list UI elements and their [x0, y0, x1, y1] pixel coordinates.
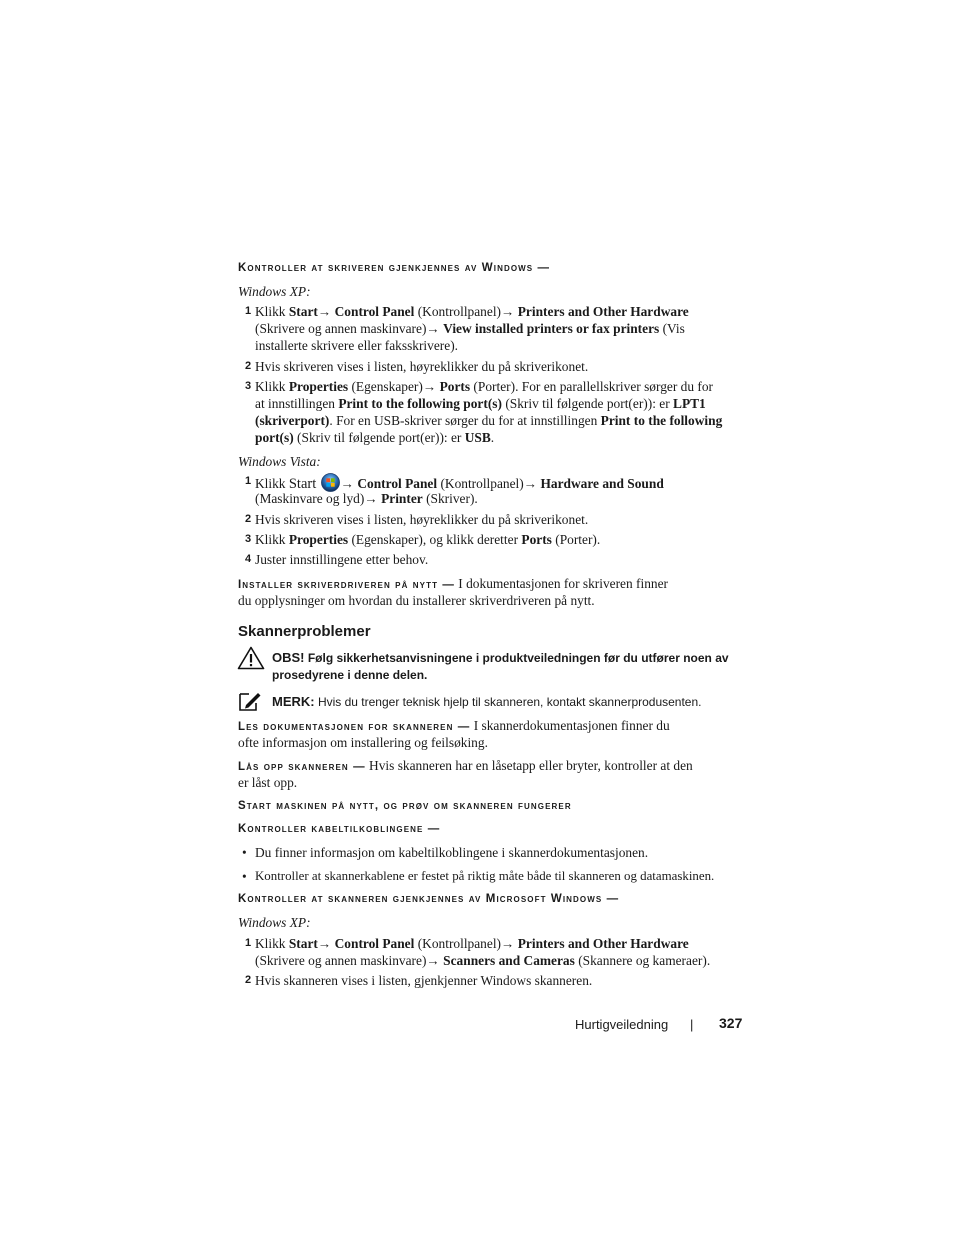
step-text-line	[255, 395, 706, 412]
step-number: 2	[245, 360, 252, 372]
caution-text: prosedyrene i denne delen.	[272, 668, 428, 682]
heading-cables: Kontroller kabeltilkoblingene —	[238, 823, 441, 835]
text-run: (Kontrollpanel)→	[437, 476, 541, 491]
text-run: (Skannere og kameraer).	[574, 953, 711, 968]
text-run: Klikk	[255, 476, 289, 491]
label-windows-vista: Windows Vista:	[238, 454, 321, 469]
step-text-line: Hvis skriveren vises i listen, høyreklikker du på skriverikonet.	[255, 512, 589, 527]
label-windows-xp: Windows XP:	[238, 915, 311, 930]
ui-term: Ports	[521, 532, 552, 547]
bullet-item: Kontroller at skannerkablene er festet på riktig måte både til skanneren og datamaskinen.	[255, 869, 715, 883]
ui-term: Print to the following port(s)	[338, 396, 502, 411]
ui-term: Printer	[381, 491, 423, 506]
text-run: .	[490, 430, 495, 445]
step-number: 4	[245, 553, 252, 565]
step-number: 3	[245, 380, 252, 392]
inline-heading: Installer skriverdriveren på nytt —	[238, 579, 455, 591]
ui-term: Print to the following	[600, 413, 723, 428]
text-run: →	[340, 476, 358, 491]
ui-term: Start	[288, 936, 318, 951]
step-text-line: Juster innstillingene etter behov.	[255, 552, 429, 567]
ui-term: Control Panel	[357, 476, 438, 491]
ui-term: Start	[288, 476, 317, 492]
ui-term: Printers and Other Hardware	[517, 936, 689, 951]
step-text-line	[255, 490, 478, 507]
ui-term: port(s)	[255, 430, 294, 445]
step-text-line	[255, 429, 494, 446]
step-text-line: Hvis skriveren vises i listen, høyreklikker du på skriverikonet.	[255, 359, 589, 374]
note-label: MERK:	[272, 694, 315, 709]
ui-term: View installed printers or fax printers	[443, 321, 660, 336]
text-run: (Kontrollpanel)→	[414, 936, 518, 951]
ui-term: Start	[288, 304, 318, 319]
step-text-line	[255, 320, 685, 337]
step-number: 3	[245, 533, 252, 545]
ui-term: Properties	[288, 379, 349, 394]
ui-term: USB	[464, 430, 491, 445]
paragraph-line: du opplysninger om hvordan du installerer skriverdriveren på nytt.	[238, 593, 595, 608]
text-run: →	[317, 304, 335, 319]
paragraph-line	[238, 757, 693, 776]
inline-heading: Lås opp skanneren —	[238, 761, 366, 773]
step-text-line	[255, 952, 710, 969]
text-run: Klikk	[255, 532, 289, 547]
text-run: (Kontrollpanel)→	[414, 304, 518, 319]
step-text-line	[255, 531, 600, 548]
text-run: (Egenskaper), og klikk deretter	[348, 532, 522, 547]
step-number: 2	[245, 513, 252, 525]
step-text-line	[255, 935, 689, 952]
text-run: →	[317, 936, 335, 951]
caution-label: OBS!	[272, 650, 305, 665]
ui-term: (skriverport)	[255, 413, 330, 428]
ui-term: Hardware and Sound	[540, 476, 664, 491]
text-run: Klikk	[255, 304, 289, 319]
step-text-line	[255, 412, 722, 429]
text-run: (Skrivere og annen maskinvare)→	[255, 953, 444, 968]
heading-scanner-recognized: Kontroller at skanneren gjenkjennes av Microsoft Windows —	[238, 893, 620, 905]
step-text-line	[255, 378, 713, 395]
step-text-line: Hvis skanneren vises i listen, gjenkjenner Windows skanneren.	[255, 973, 593, 988]
paragraph-line: ofte informasjon om installering og feilsøking.	[238, 735, 488, 750]
heading-restart: Start maskinen på nytt, og prøv om skanneren fungerer	[238, 800, 572, 812]
step-number: 2	[245, 974, 252, 986]
note-pencil-icon	[238, 690, 262, 717]
text-run: I dokumentasjonen for skriveren finner	[454, 576, 669, 591]
heading-printer-recognized: Kontroller at skriveren gjenkjennes av Windows —	[238, 262, 551, 274]
text-run: (Vis	[659, 321, 685, 336]
step-number: 1	[245, 305, 252, 317]
label-windows-xp: Windows XP:	[238, 284, 311, 299]
ui-term: Printers and Other Hardware	[517, 304, 689, 319]
text-run: (Skrivere og annen maskinvare)→	[255, 321, 444, 336]
ui-term: Control Panel	[334, 304, 415, 319]
paragraph-line: er låst opp.	[238, 775, 298, 790]
text-run: (Skriv til følgende port(er)): er	[293, 430, 465, 445]
inline-heading: Les dokumentasjonen for skanneren —	[238, 721, 471, 733]
text-run: . For en USB-skriver sørger du for at innstillingen	[329, 413, 601, 428]
ui-term: Ports	[439, 379, 471, 394]
text-run: (Porter).	[551, 532, 601, 547]
bullet-dot: •	[242, 869, 247, 884]
ui-term: Control Panel	[334, 936, 415, 951]
text-run: at innstillingen	[255, 396, 339, 411]
step-text-line: installerte skrivere eller faksskrivere).	[255, 338, 458, 353]
ui-term: Properties	[288, 532, 349, 547]
bullet-dot: •	[242, 845, 247, 860]
step-number: 1	[245, 475, 252, 487]
caution-text: Følg sikkerhetsanvisningene i produktveiledningen før du utfører noen av	[304, 651, 729, 665]
footer-separator: |	[690, 1017, 694, 1032]
ui-term: Scanners and Cameras	[443, 953, 575, 968]
text-run: Klikk	[255, 379, 289, 394]
page-number: 327	[719, 1015, 743, 1031]
text-run: Klikk	[255, 936, 289, 951]
note-text: Hvis du trenger teknisk hjelp til skanneren, kontakt skannerprodusenten.	[314, 695, 702, 709]
text-run: Hvis skanneren har en låsetapp eller bryter, kontroller at den	[365, 758, 693, 773]
text-run: (Skriv til følgende port(er)): er	[501, 396, 674, 411]
caution-line	[272, 649, 729, 667]
step-number: 1	[245, 937, 252, 949]
ui-term: LPT1	[673, 396, 706, 411]
footer-section-name: Hurtigveiledning	[575, 1017, 669, 1032]
text-run: (Egenskaper)→	[348, 379, 440, 394]
text-run: (Porter). For en parallellskriver sørger du for	[470, 379, 714, 394]
bullet-item: Du finner informasjon om kabeltilkoblingene i skannerdokumentasjonen.	[255, 845, 649, 860]
text-run: (Skriver).	[422, 491, 478, 506]
section-title: Skannerproblemer	[238, 623, 371, 640]
caution-line	[272, 667, 427, 684]
text-run: (Maskinvare og lyd)→	[255, 491, 382, 506]
note-line	[272, 693, 702, 711]
text-run: I skannerdokumentasjonen finner du	[470, 718, 670, 733]
step-text-line	[255, 303, 689, 320]
warning-triangle-icon	[237, 646, 265, 675]
